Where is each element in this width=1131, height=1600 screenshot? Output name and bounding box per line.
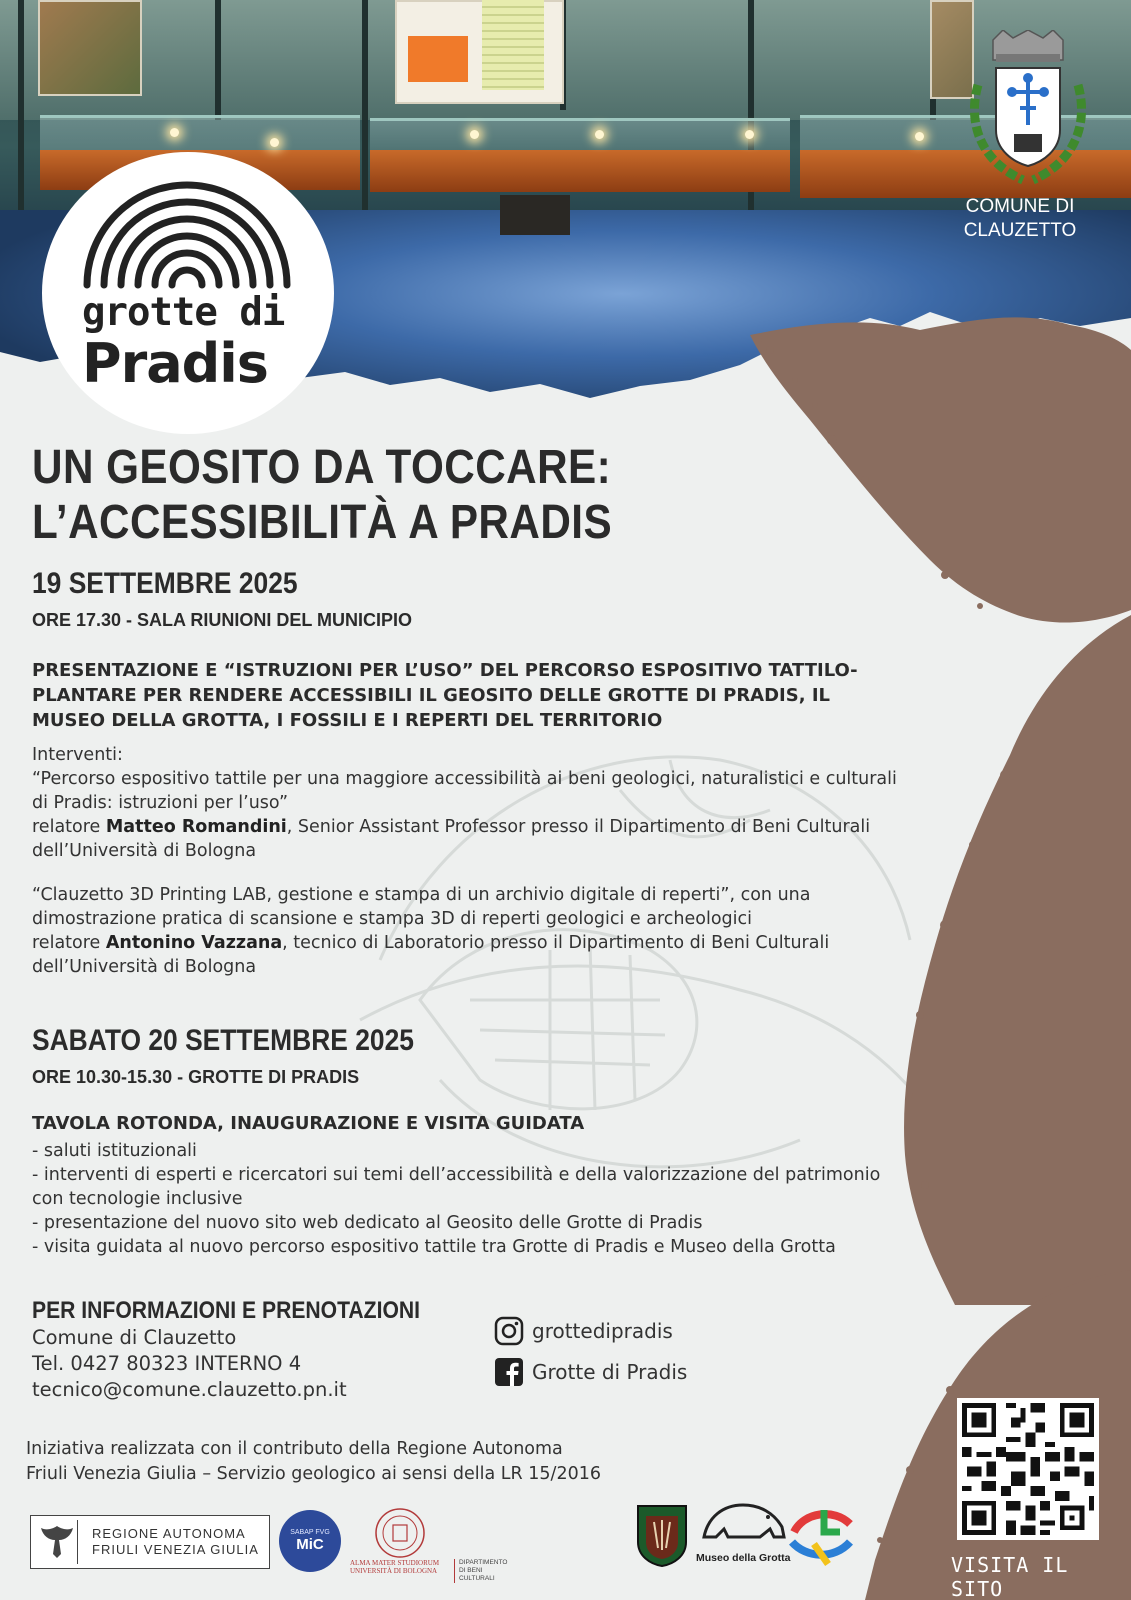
logo-text-bottom: Pradis bbox=[82, 332, 268, 395]
interventi-label: Interventi: bbox=[32, 745, 123, 765]
speaker-prefix: relatore bbox=[32, 817, 106, 837]
talk-1-speaker: Matteo Romandini bbox=[105, 817, 287, 837]
unibo-dept-2: DI BENI CULTURALI bbox=[459, 1567, 495, 1582]
talk-2-speaker-line bbox=[32, 931, 912, 979]
day2-heading: TAVOLA ROTONDA, INAUGURAZIONE E VISITA GUIDATA bbox=[32, 1113, 585, 1134]
municipality-line-2: CLAUZETTO bbox=[963, 220, 1077, 241]
credit-line-1: Iniziativa realizzata con il contributo della Regione Autonoma bbox=[26, 1439, 563, 1459]
regione-line-1: REGIONE AUTONOMA bbox=[92, 1526, 246, 1541]
unibo-seal-icon bbox=[372, 1507, 428, 1559]
title-line-2: L’ACCESSIBILITÀ A PRADIS bbox=[32, 496, 613, 549]
eagle-icon bbox=[37, 1520, 78, 1564]
museo-label: Museo della Grotta bbox=[696, 1552, 791, 1564]
day1-time-place: ORE 17.30 - SALA RIUNIONI DEL MUNICIPIO bbox=[32, 610, 413, 630]
talk-2-title: “Clauzetto 3D Printing LAB, gestione e stampa di un archivio digitale di reperti”, con una dimostrazione pratica di scansione e stampa 3D di reperti geologici e archeologici bbox=[32, 885, 811, 929]
coat-of-arms-icon bbox=[968, 30, 1088, 190]
accessibility-project-logo bbox=[784, 1502, 858, 1570]
facebook-link[interactable] bbox=[494, 1357, 687, 1387]
list-item: - visita guidata al nuovo percorso espositivo tattile tra Grotte di Pradis e Museo della Grotta bbox=[32, 1237, 836, 1257]
brown-brush-middle bbox=[895, 615, 1131, 1305]
talk-2-speaker-role: , tecnico di Laboratorio presso il Dipartimento di Beni Culturali dell’Università di Bologna bbox=[32, 933, 830, 977]
talk-2 bbox=[32, 883, 912, 979]
instagram-handle: grottedipradis bbox=[532, 1319, 673, 1343]
day1-date: 19 SETTEMBRE 2025 bbox=[32, 567, 298, 600]
facebook-icon bbox=[494, 1357, 524, 1387]
municipality-line-1: COMUNE DI bbox=[965, 196, 1075, 217]
qr-caption: VISITA IL SITO bbox=[951, 1553, 1069, 1600]
cave-bear-icon bbox=[698, 1497, 788, 1547]
unibo-dept-1: DIPARTIMENTO bbox=[459, 1559, 508, 1566]
logo-fingerprint-icon bbox=[72, 170, 302, 290]
info-org: Comune di Clauzetto bbox=[32, 1326, 237, 1349]
instagram-link[interactable] bbox=[494, 1316, 673, 1346]
cave-club-shield-icon bbox=[636, 1502, 688, 1568]
info-phone[interactable]: Tel. 0427 80323 INTERNO 4 bbox=[32, 1352, 302, 1375]
unibo-line-2: UNIVERSITÀ DI BOLOGNA bbox=[350, 1567, 438, 1575]
municipality-name bbox=[955, 195, 1085, 243]
regione-line-2: FRIULI VENEZIA GIULIA bbox=[92, 1542, 259, 1557]
instagram-icon bbox=[494, 1316, 524, 1346]
website-qr-code[interactable] bbox=[957, 1398, 1099, 1540]
logo-text-top: grotte di bbox=[82, 290, 285, 335]
talk-1-speaker-line bbox=[32, 815, 912, 863]
talk-1-speaker-role: , Senior Assistant Professor presso il Dipartimento di Beni Culturali dell’Università di Bologna bbox=[32, 817, 871, 861]
facebook-page: Grotte di Pradis bbox=[532, 1360, 688, 1384]
speaker-prefix: relatore bbox=[32, 933, 106, 953]
mic-label: MiC bbox=[296, 1536, 324, 1553]
unibo-logo bbox=[350, 1507, 510, 1582]
day2-program-list bbox=[32, 1139, 912, 1259]
regione-fvg-logo bbox=[30, 1515, 270, 1569]
mic-logo bbox=[279, 1510, 341, 1572]
museo-della-grotta-logo bbox=[694, 1497, 792, 1572]
talk-1-title: “Percorso espositivo tattile per una maggiore accessibilità ai beni geologici, naturalistici e culturali di Pradis: istruzioni per l’uso” bbox=[32, 769, 897, 813]
day2-time-place: ORE 10.30-15.30 - GROTTE DI PRADIS bbox=[32, 1067, 360, 1087]
day2-date: SABATO 20 SETTEMBRE 2025 bbox=[32, 1024, 414, 1057]
list-item: - interventi di esperti e ricercatori sui temi dell’accessibilità e della valorizzazione del patrimonio con tecnologie inclusive bbox=[32, 1165, 881, 1209]
talk-1 bbox=[32, 767, 912, 863]
event-title bbox=[32, 440, 612, 550]
brown-brush-top bbox=[740, 310, 1131, 630]
mic-ring-text: SABAP FVG bbox=[290, 1529, 330, 1536]
title-line-1: UN GEOSITO DA TOCCARE: bbox=[32, 441, 612, 494]
funding-credit bbox=[26, 1437, 601, 1487]
info-heading: PER INFORMAZIONI E PRENOTAZIONI bbox=[32, 1297, 420, 1324]
credit-line-2: Friuli Venezia Giulia – Servizio geologico ai sensi della LR 15/2016 bbox=[26, 1464, 601, 1484]
day1-description: PRESENTAZIONE E “ISTRUZIONI PER L’USO” DEL PERCORSO ESPOSITIVO TATTILO-PLANTARE PER RENDERE ACCESSIBILI IL GEOSITO DELLE GROTTE DI PRADIS, IL MUSEO DELLA GROTTA, I FOSSILI E I REPERTI DEL TERRITORIO bbox=[32, 660, 858, 731]
info-email[interactable]: tecnico@comune.clauzetto.pn.it bbox=[32, 1378, 347, 1401]
list-item: - saluti istituzionali bbox=[32, 1141, 197, 1161]
list-item: - presentazione del nuovo sito web dedicato al Geosito delle Grotte di Pradis bbox=[32, 1213, 703, 1233]
unibo-line-1: ALMA MATER STUDIORUM bbox=[350, 1559, 440, 1567]
talk-2-speaker: Antonino Vazzana bbox=[105, 933, 283, 953]
